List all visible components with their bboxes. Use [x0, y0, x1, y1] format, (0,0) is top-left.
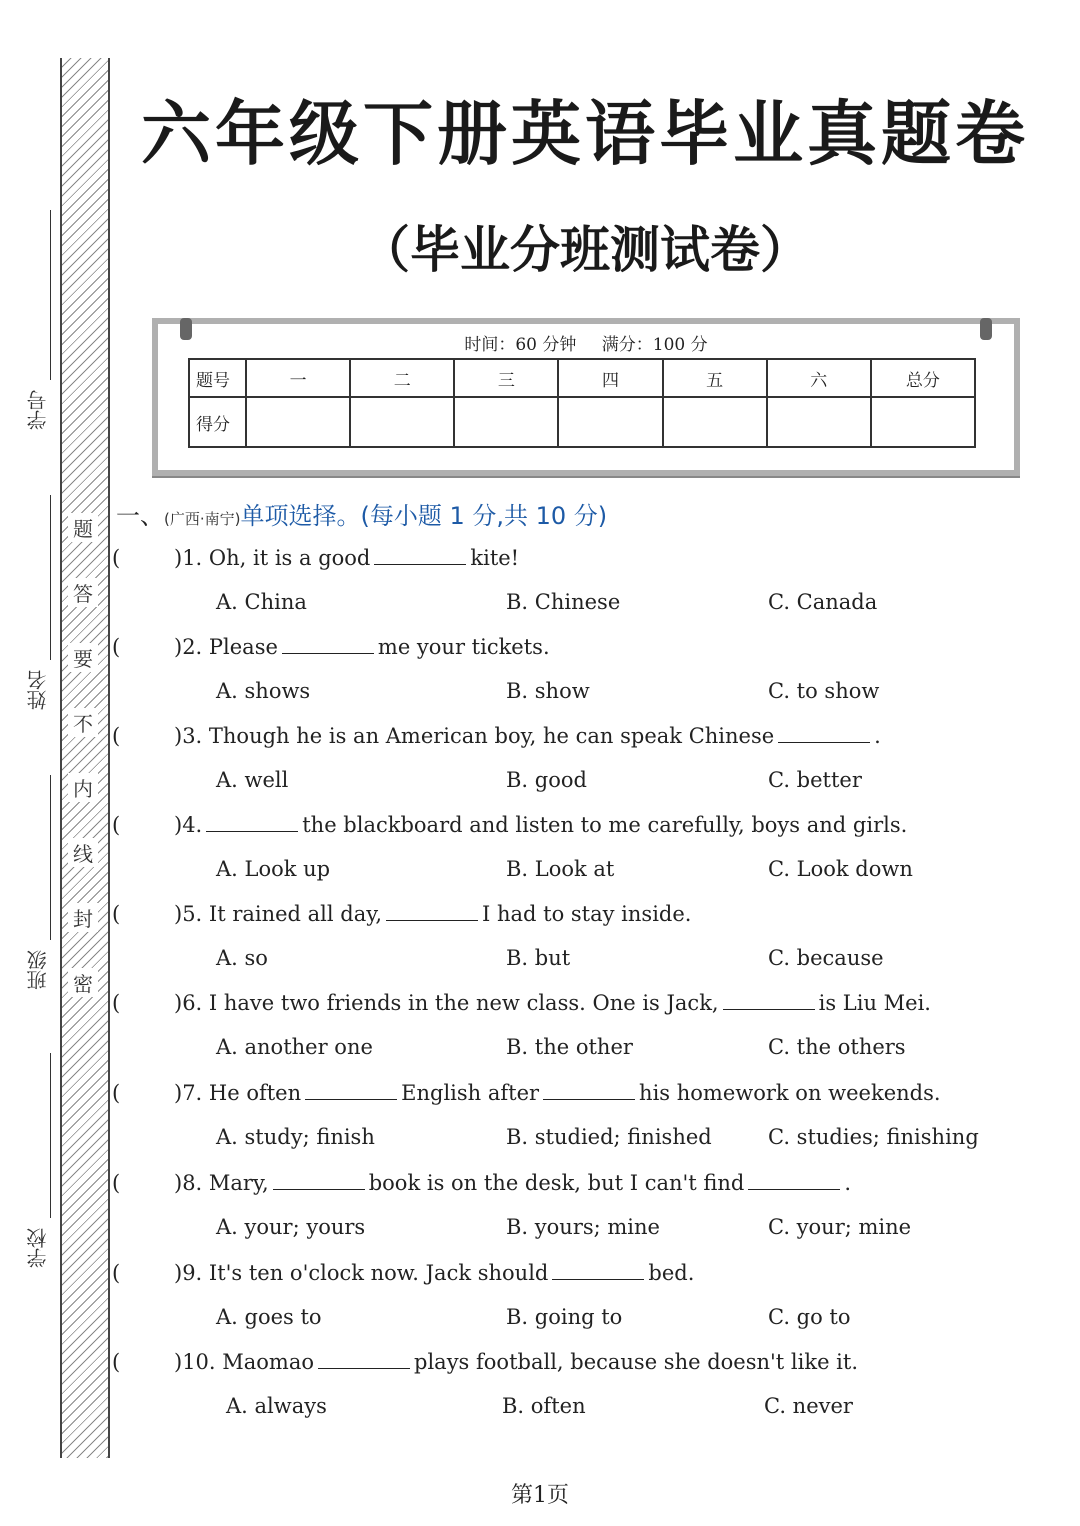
- answer-blank[interactable]: [273, 1171, 365, 1190]
- seal-char: 题: [68, 513, 98, 542]
- option-c[interactable]: C. the others: [768, 1035, 906, 1059]
- option-b[interactable]: B. Look at: [506, 857, 615, 881]
- table-cell: 二: [350, 359, 454, 397]
- score-table-header-row: [189, 359, 975, 397]
- option-a[interactable]: A. China: [216, 590, 307, 614]
- answer-paren[interactable]: (: [112, 813, 121, 837]
- answer-blank[interactable]: [723, 991, 815, 1010]
- class-field[interactable]: [20, 950, 54, 990]
- answer-paren[interactable]: (: [112, 1081, 121, 1105]
- question-stem: [174, 813, 907, 837]
- question-stem: [174, 546, 519, 570]
- options-row: [112, 857, 1012, 887]
- table-cell: 一: [246, 359, 350, 397]
- student-id-label: 学号: [25, 390, 50, 430]
- answer-paren[interactable]: (: [112, 902, 121, 926]
- option-b[interactable]: B. studied; finished: [506, 1125, 712, 1149]
- option-c[interactable]: C. your; mine: [768, 1215, 912, 1239]
- options-row: [112, 1035, 1012, 1065]
- option-c[interactable]: C. Look down: [768, 857, 913, 881]
- seal-char: 答: [68, 578, 98, 607]
- score-input-cell[interactable]: [767, 397, 871, 447]
- options-row: [112, 1305, 1012, 1335]
- answer-blank[interactable]: [386, 902, 478, 921]
- option-a[interactable]: A. study; finish: [216, 1125, 375, 1149]
- stem-text: )6. I have two friends in the new class. One is Jack,: [174, 991, 719, 1015]
- option-b[interactable]: B. yours; mine: [506, 1215, 660, 1239]
- page-title: 六年级下册英语毕业真题卷: [141, 93, 1029, 175]
- stem-text: me your tickets.: [377, 635, 550, 659]
- options-row: [112, 590, 1012, 620]
- options-row: [112, 768, 1012, 798]
- exam-full-score: 满分：100 分: [601, 335, 708, 355]
- table-cell: 三: [454, 359, 558, 397]
- options-row: [112, 679, 1012, 709]
- name-field[interactable]: [20, 670, 54, 710]
- table-cell: 四: [558, 359, 662, 397]
- seal-char: 内: [68, 773, 98, 802]
- answer-paren[interactable]: (: [112, 635, 121, 659]
- stem-text: I had to stay inside.: [482, 902, 692, 926]
- stem-text: )7. He often: [174, 1081, 302, 1105]
- seal-char: 不: [68, 708, 98, 737]
- answer-blank[interactable]: [778, 724, 870, 743]
- stem-text: is Liu Mei.: [818, 991, 931, 1015]
- section-number: 一、: [116, 502, 164, 530]
- class-label: 班级: [25, 950, 50, 990]
- stem-text: bed.: [648, 1261, 695, 1285]
- option-c[interactable]: C. go to: [768, 1305, 851, 1329]
- score-input-cell[interactable]: [454, 397, 558, 447]
- exam-time: 时间：60 分钟: [464, 335, 577, 355]
- stem-text: )9. It's ten o'clock now. Jack should: [174, 1261, 549, 1285]
- option-a[interactable]: A. well: [216, 768, 289, 792]
- stem-text: plays football, because she doesn't like it.: [414, 1350, 859, 1374]
- option-b[interactable]: B. Chinese: [506, 590, 621, 614]
- stem-text: his homework on weekends.: [639, 1081, 941, 1105]
- option-c[interactable]: C. better: [768, 768, 862, 792]
- seal-char: 线: [68, 838, 98, 867]
- stem-text: )5. It rained all day,: [174, 902, 383, 926]
- option-c[interactable]: C. because: [768, 946, 884, 970]
- question-stem: [174, 991, 931, 1015]
- stem-text: )3. Though he is an American boy, he can speak Chinese: [174, 724, 775, 748]
- score-input-cell[interactable]: [350, 397, 454, 447]
- score-input-cell[interactable]: [663, 397, 767, 447]
- exam-meta: [158, 330, 1014, 355]
- section-source: (广西·南宁): [164, 510, 241, 528]
- answer-blank[interactable]: [374, 546, 466, 565]
- table-cell: 题号: [189, 359, 246, 397]
- answer-paren[interactable]: (: [112, 546, 121, 570]
- page-number: 第1页: [511, 1483, 569, 1508]
- option-b[interactable]: B. but: [506, 946, 571, 970]
- stem-text: book is on the desk, but I can't find: [368, 1171, 745, 1195]
- stem-text: .: [844, 1171, 852, 1195]
- score-table-score-row: [189, 397, 975, 447]
- question-stem: [174, 902, 691, 926]
- school-field[interactable]: [20, 1228, 54, 1268]
- section-name: 单项选择。: [240, 502, 361, 530]
- answer-paren[interactable]: (: [112, 1350, 121, 1374]
- stem-text: )10. Maomao: [174, 1350, 315, 1374]
- binding-margin: [60, 58, 110, 1458]
- score-input-cell[interactable]: [246, 397, 350, 447]
- stem-text: )2. Please: [174, 635, 278, 659]
- option-b[interactable]: B. going to: [506, 1305, 623, 1329]
- answer-paren[interactable]: (: [112, 724, 121, 748]
- option-a[interactable]: A. goes to: [216, 1305, 322, 1329]
- section-score-note: (每小题 1 分,共 10 分): [360, 502, 608, 530]
- answer-blank[interactable]: [318, 1350, 410, 1369]
- option-a[interactable]: A. always: [226, 1394, 327, 1418]
- table-cell: 得分: [189, 397, 246, 447]
- stem-text: )8. Mary,: [174, 1171, 269, 1195]
- answer-blank[interactable]: [282, 635, 374, 654]
- stem-text: )4.: [174, 813, 203, 837]
- option-b[interactable]: B. often: [502, 1394, 586, 1418]
- stem-text: )1. Oh, it is a good: [174, 546, 371, 570]
- answer-blank[interactable]: [543, 1081, 635, 1100]
- option-c[interactable]: C. to show: [768, 679, 880, 703]
- name-label: 姓名: [25, 670, 50, 710]
- answer-paren[interactable]: (: [112, 1261, 121, 1285]
- option-c[interactable]: C. never: [764, 1394, 853, 1418]
- option-a[interactable]: A. another one: [216, 1035, 373, 1059]
- stem-text: .: [874, 724, 881, 748]
- name-blank[interactable]: [50, 495, 51, 660]
- stem-text: the blackboard and listen to me carefully, boys and girls.: [302, 813, 908, 837]
- score-input-cell[interactable]: [871, 397, 975, 447]
- page-subtitle: （毕业分班测试卷）: [360, 221, 810, 279]
- answer-paren[interactable]: (: [112, 1171, 121, 1195]
- option-a[interactable]: A. so: [216, 946, 268, 970]
- seal-char: 要: [68, 643, 98, 672]
- option-b[interactable]: B. show: [506, 679, 590, 703]
- score-board: [152, 318, 1020, 476]
- answer-paren[interactable]: (: [112, 991, 121, 1015]
- table-cell: 五: [663, 359, 767, 397]
- score-table: [188, 358, 976, 448]
- class-blank[interactable]: [50, 775, 51, 940]
- option-a[interactable]: A. Look up: [216, 857, 331, 881]
- option-c[interactable]: C. Canada: [768, 590, 878, 614]
- question-stem: [174, 1350, 858, 1374]
- options-row: [112, 1394, 1012, 1424]
- option-a[interactable]: A. shows: [216, 679, 311, 703]
- options-row: [112, 1215, 1012, 1245]
- question-stem: [174, 1171, 851, 1195]
- school-label: 学校: [25, 1228, 50, 1268]
- student-id-blank[interactable]: [50, 210, 51, 380]
- options-row: [112, 1125, 1012, 1155]
- stem-text: kite!: [470, 546, 520, 570]
- option-a[interactable]: A. your; yours: [216, 1215, 366, 1239]
- question-stem: [174, 635, 550, 659]
- seal-char: 封: [68, 903, 98, 932]
- stem-text: English after: [401, 1081, 540, 1105]
- school-blank[interactable]: [50, 1053, 51, 1218]
- option-c[interactable]: C. studies; finishing: [768, 1125, 979, 1149]
- table-cell: 六: [767, 359, 871, 397]
- option-b[interactable]: B. good: [506, 768, 587, 792]
- answer-blank[interactable]: [305, 1081, 397, 1100]
- score-input-cell[interactable]: [558, 397, 662, 447]
- answer-blank[interactable]: [552, 1261, 644, 1280]
- seal-char: 密: [68, 968, 98, 997]
- option-b[interactable]: B. the other: [506, 1035, 633, 1059]
- student-id-field[interactable]: [20, 390, 54, 430]
- options-row: [112, 946, 1012, 976]
- question-stem: [174, 1261, 694, 1285]
- answer-blank[interactable]: [748, 1171, 840, 1190]
- section-heading: [116, 496, 607, 531]
- table-cell: 总分: [871, 359, 975, 397]
- answer-blank[interactable]: [206, 813, 298, 832]
- question-stem: [174, 724, 881, 748]
- question-stem: [174, 1081, 941, 1105]
